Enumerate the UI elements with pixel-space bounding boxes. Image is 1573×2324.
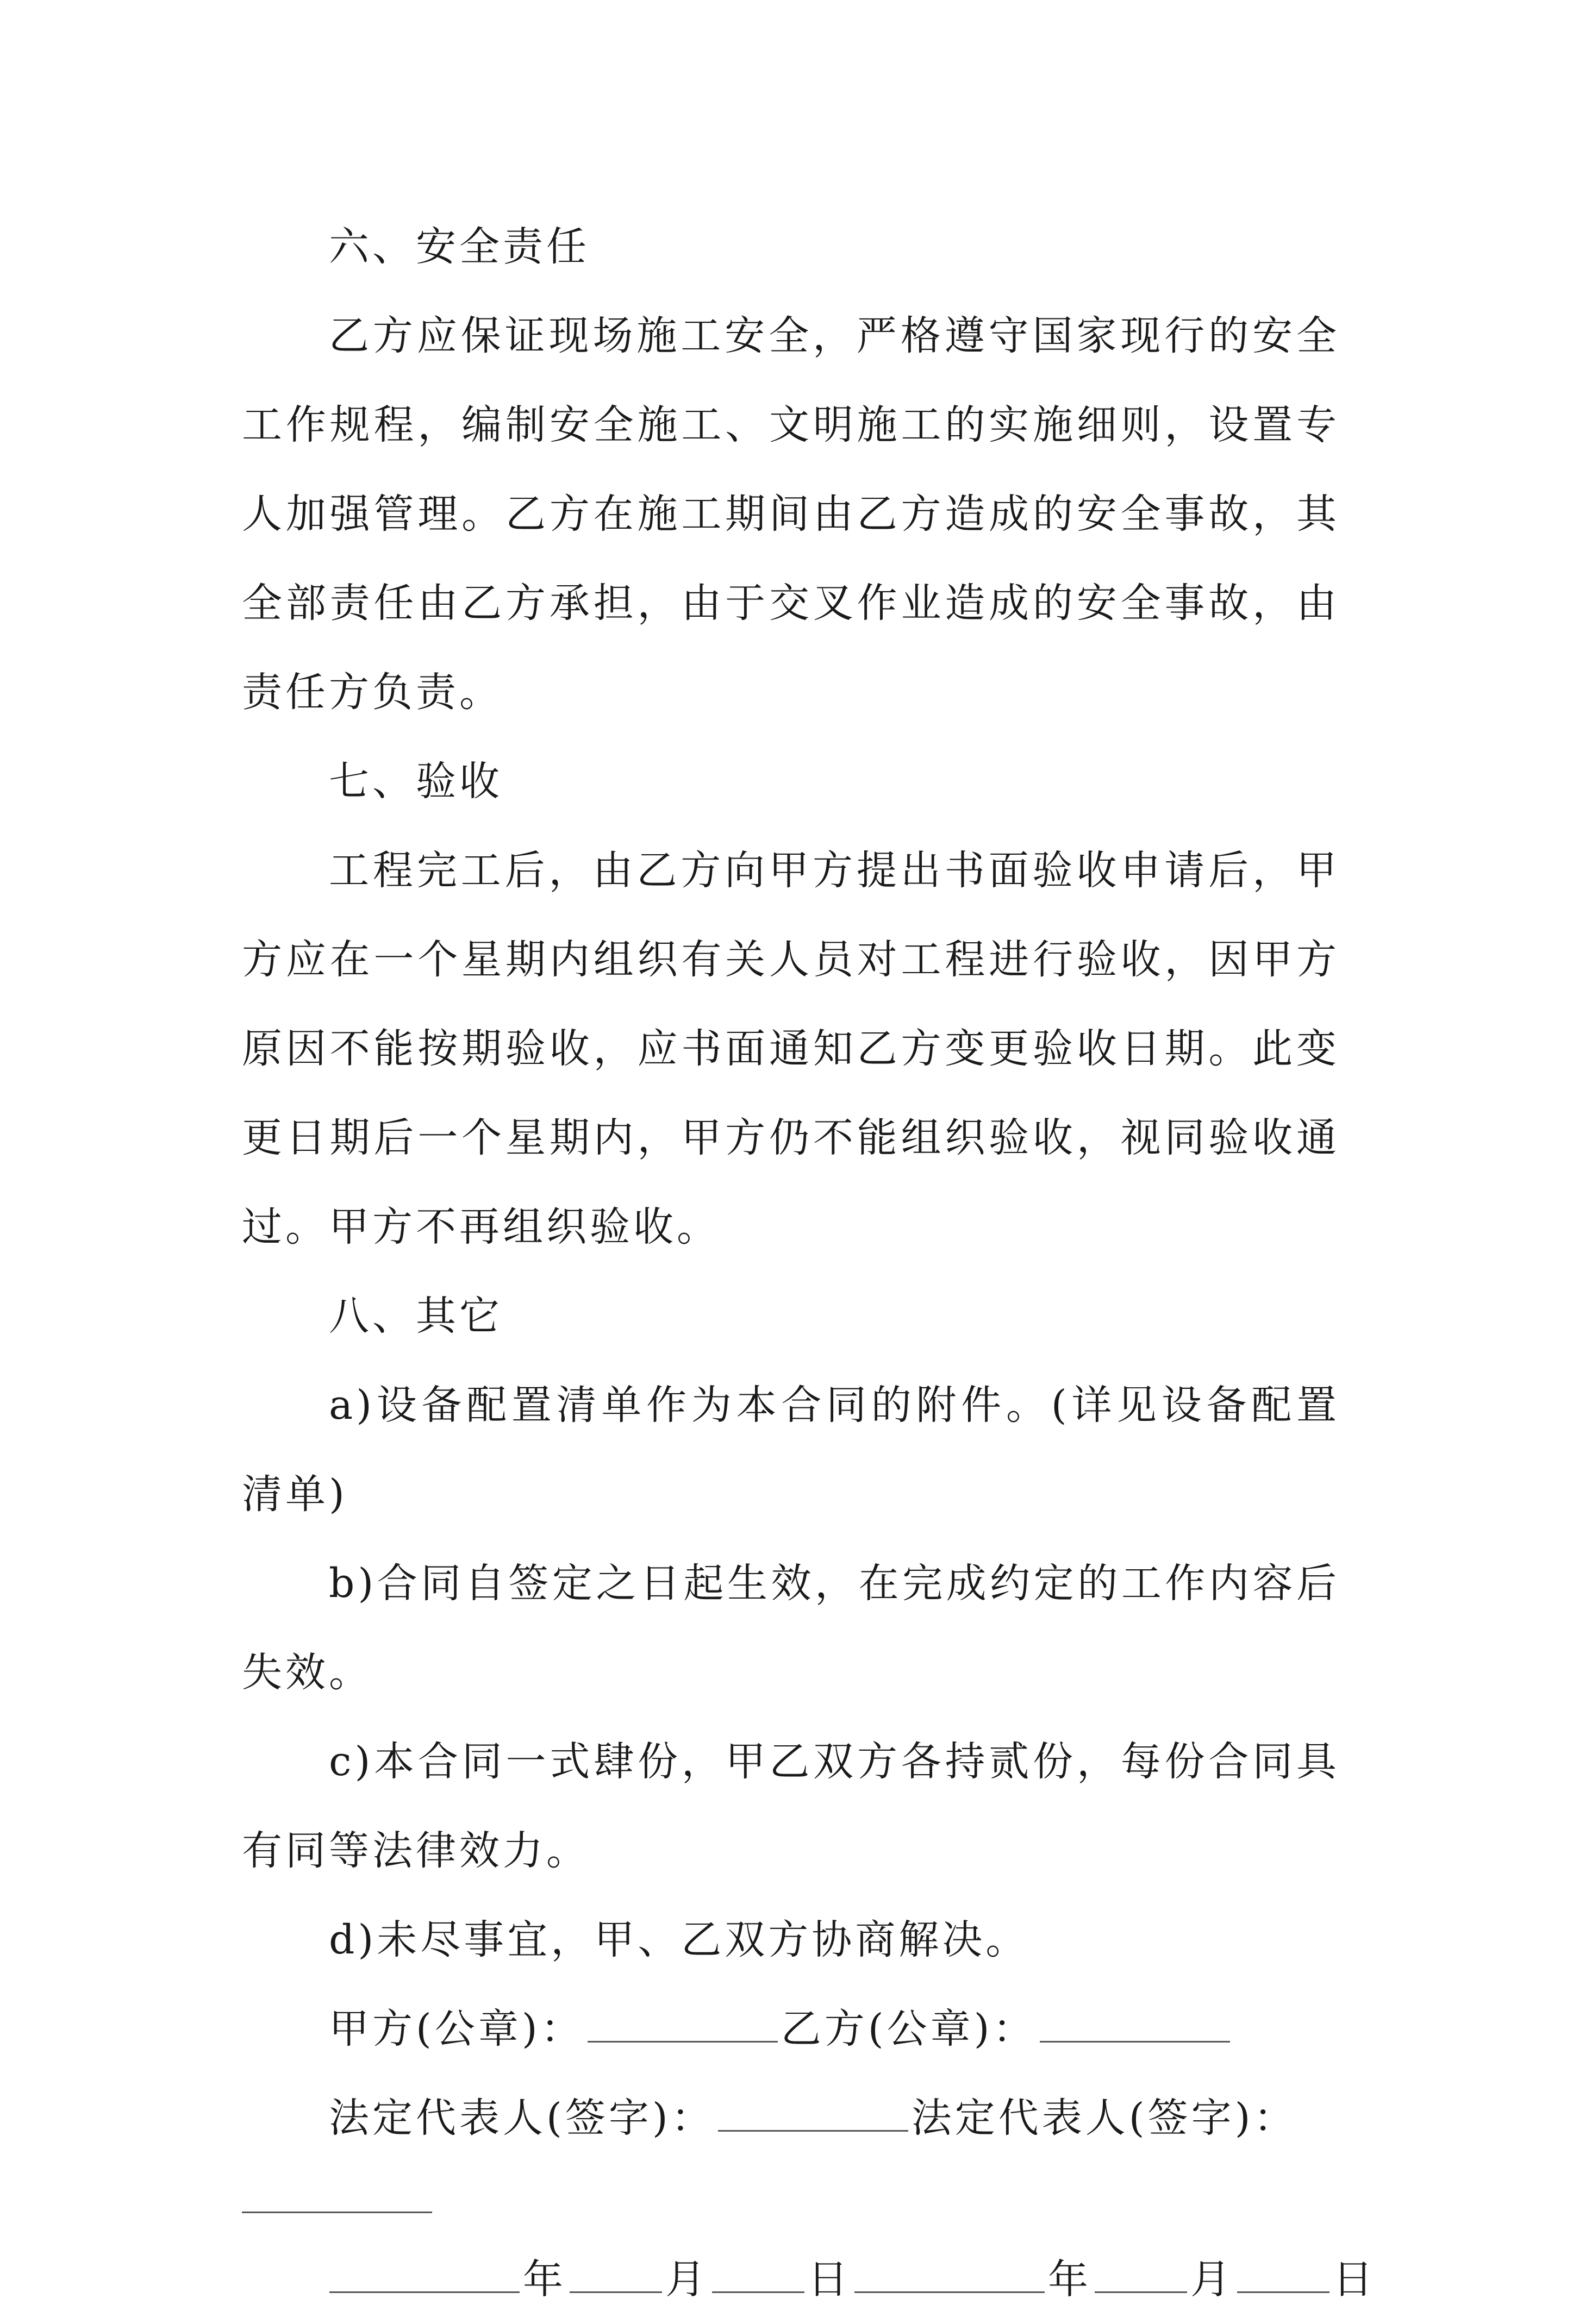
other-item-b: b)合同自签定之日起生效，在完成约定的工作内容后失效。 xyxy=(242,1560,1340,1696)
seal-line xyxy=(242,1984,1340,2074)
month-a-label: 月 xyxy=(665,2256,709,2303)
party-a-seal-blank xyxy=(588,2003,778,2043)
other-item-d: d)未尽事宜，甲、乙双方协商解决。 xyxy=(329,1916,1029,1963)
day-b-blank xyxy=(1237,2253,1329,2293)
party-a-seal-label: 甲方(公章)： xyxy=(329,2006,584,2052)
year-a-label: 年 xyxy=(523,2256,566,2303)
month-a-blank xyxy=(570,2253,662,2293)
month-b-label: 月 xyxy=(1190,2256,1234,2303)
day-b-label: 日 xyxy=(1333,2256,1376,2303)
month-b-blank xyxy=(1095,2253,1187,2293)
rep-a-label: 法定代表人(签字)： xyxy=(329,2095,715,2141)
other-item-c: c)本合同一式肆份，甲乙双方各持贰份，每份合同具有同等法律效力。 xyxy=(242,1738,1340,1874)
rep-b-blank xyxy=(242,2206,432,2213)
year-b-blank xyxy=(854,2253,1045,2293)
day-a-label: 日 xyxy=(808,2256,851,2303)
section-heading-other: 八、其它 xyxy=(329,1293,503,1339)
rep-b-label: 法定代表人(签字)： xyxy=(911,2095,1297,2141)
section-body-safety: 乙方应保证现场施工安全，严格遵守国家现行的安全工作规程，编制安全施工、文明施工的实施细则，设置专人加强管理。乙方在施工期间由乙方造成的安全事故，其全部责任由乙方承担，由于交叉作业造成的安全事故，由责任方负责。 xyxy=(242,312,1340,716)
section-body-acceptance: 工程完工后，由乙方向甲方提出书面验收申请后，甲方应在一个星期内组织有关人员对工程进行验收，因甲方原因不能按期验收，应书面通知乙方变更验收日期。此变更日期后一个星期内，甲方仍不能组织验收，视同验收通过。甲方不再组织验收。 xyxy=(242,847,1340,1250)
section-heading-acceptance: 七、验收 xyxy=(329,758,503,805)
date-line xyxy=(242,2235,1376,2324)
document-content xyxy=(242,202,1376,2324)
other-item-a: a)设备配置清单作为本合同的附件。(详见设备配置清单) xyxy=(242,1382,1340,1518)
party-b-seal-label: 乙方(公章)： xyxy=(781,2006,1037,2052)
representative-line xyxy=(242,2074,1340,2163)
year-b-label: 年 xyxy=(1048,2256,1091,2303)
rep-a-blank xyxy=(718,2092,908,2132)
party-b-seal-blank xyxy=(1040,2003,1230,2043)
year-a-blank xyxy=(329,2253,520,2293)
day-a-blank xyxy=(712,2253,804,2293)
section-heading-safety: 六、安全责任 xyxy=(329,223,590,270)
